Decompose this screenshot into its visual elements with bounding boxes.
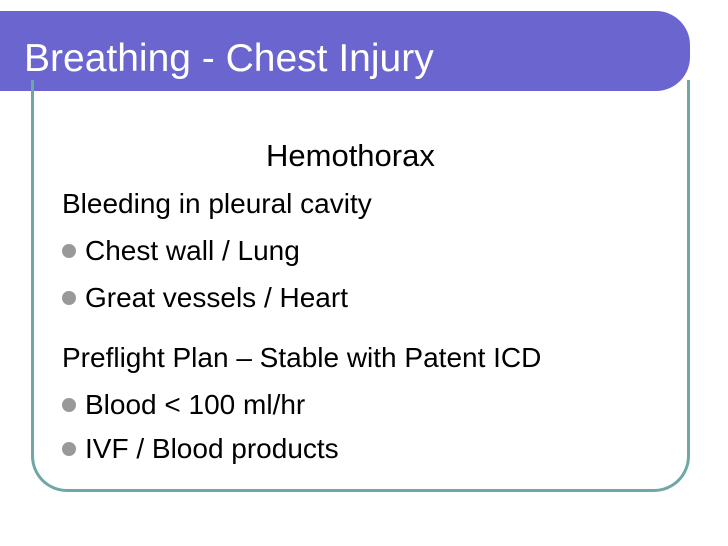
bullet-icon xyxy=(62,291,76,305)
bullet-item xyxy=(62,235,300,267)
section1-text: Bleeding in pleural cavity xyxy=(62,188,372,219)
bullet-item xyxy=(62,389,305,421)
bullet-label: Chest wall / Lung xyxy=(85,235,300,266)
bullet-icon xyxy=(62,442,76,456)
slide-heading: Hemothorax xyxy=(266,138,435,173)
bullet-label: IVF / Blood products xyxy=(85,433,339,464)
bullet-item xyxy=(62,282,348,314)
title-bar xyxy=(0,11,690,91)
bullet-item xyxy=(62,433,339,465)
section2-text: Preflight Plan – Stable with Patent ICD xyxy=(62,342,542,373)
bullet-icon xyxy=(62,244,76,258)
bullet-label: Blood < 100 ml/hr xyxy=(85,389,306,420)
slide-title: Breathing - Chest Injury xyxy=(24,37,434,80)
bullet-label: Great vessels / Heart xyxy=(85,282,348,313)
bullet-icon xyxy=(62,398,76,412)
